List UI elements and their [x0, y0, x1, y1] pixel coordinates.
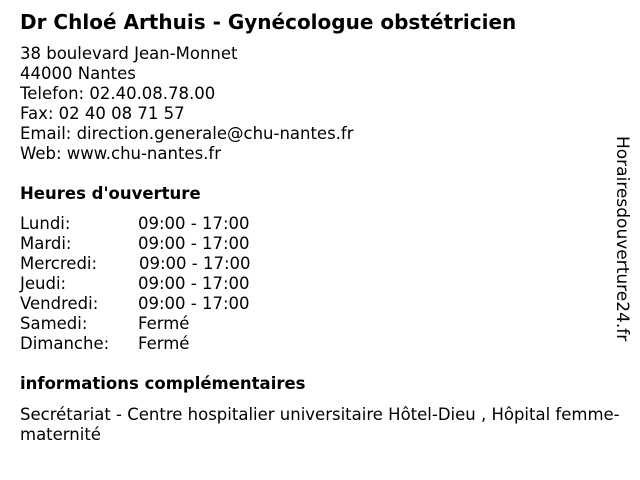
- phone-line: Telefon: 02.40.08.78.00: [20, 84, 216, 103]
- day-label: Samedi:: [20, 314, 88, 333]
- time-value: 09:00 - 17:00: [138, 294, 250, 313]
- day-label: Mardi:: [20, 234, 72, 253]
- time-value: 09:00 - 17:00: [138, 234, 250, 253]
- info-text: Secrétariat - Centre hospitalier universitaire Hôtel-Dieu , Hôpital femme-maternité: [20, 405, 620, 444]
- page-title: Dr Chloé Arthuis - Gynécologue obstétricien: [20, 10, 517, 34]
- time-value: Fermé: [138, 314, 190, 333]
- web-line: Web: www.chu-nantes.fr: [20, 144, 222, 163]
- fax-line: Fax: 02 40 08 71 57: [20, 104, 185, 123]
- time-value: 09:00 - 17:00: [138, 214, 250, 233]
- day-label: Lundi:: [20, 214, 71, 233]
- time-value: 09:00 - 17:00: [139, 254, 251, 273]
- info-heading: informations complémentaires: [20, 374, 306, 393]
- contact-block: [20, 44, 354, 164]
- day-label: Mercredi:: [20, 254, 98, 273]
- time-value: 09:00 - 17:00: [138, 274, 250, 293]
- day-label: Dimanche:: [20, 334, 110, 353]
- hours-heading: Heures d'ouverture: [20, 184, 201, 203]
- email-line: Email: direction.generale@chu-nantes.fr: [20, 124, 354, 143]
- address-city: 44000 Nantes: [20, 64, 136, 83]
- address-street: 38 boulevard Jean-Monnet: [20, 44, 238, 63]
- day-label: Vendredi:: [20, 294, 99, 313]
- time-value: Fermé: [138, 334, 190, 353]
- day-label: Jeudi:: [20, 274, 67, 293]
- side-brand-watermark: Horairesdouverture24.fr: [612, 136, 632, 342]
